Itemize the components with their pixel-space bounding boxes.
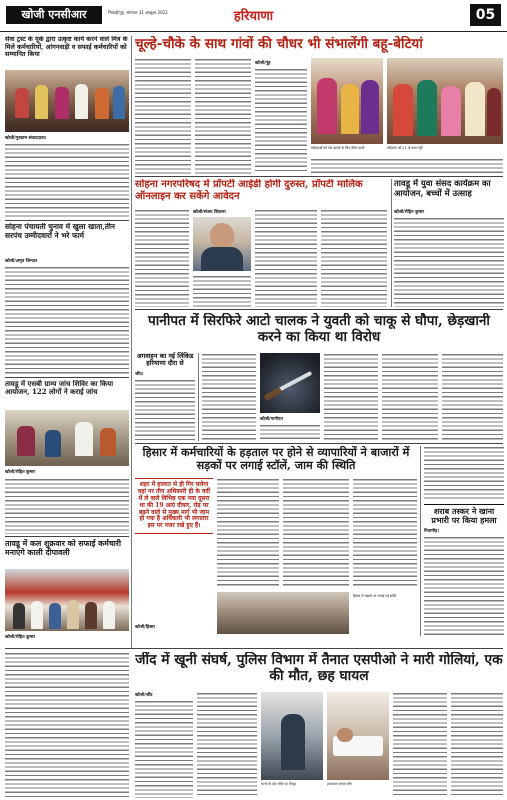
sohna-panchayat-byline: खोजी/अमृत जिन्दल [5, 259, 37, 264]
chulhe-photo-1-caption: महिलाओं को वोट डालने के लिए प्रेरित करते [311, 146, 365, 150]
sohna-property-byline: खोजी/संजय शिकारा [193, 210, 226, 215]
panipat-byline: खोजी/पानीपत [260, 417, 283, 422]
jind-body-left [5, 652, 129, 798]
dateline: भिवाड़ी/नूंह, सोमवार 31 अक्टूबर 2022 [108, 10, 168, 15]
panipat-body-col1 [202, 353, 256, 441]
sohna-property-body-col3 [255, 209, 317, 307]
chulhe-body-col5 [311, 158, 503, 174]
article-sharab [424, 504, 504, 636]
sohna-property-body-col4 [321, 209, 387, 307]
article-panipat [135, 313, 503, 441]
chulhe-body-col2 [195, 58, 251, 174]
tavdu-diwali-byline: खोजी/रोहित कुमार [5, 635, 36, 640]
panipat-body-col2 [260, 424, 320, 441]
tavdu-camp-photo [5, 410, 129, 466]
chulhe-photo-2-caption: महिलाएं जो 21 जे काम नहीं [387, 146, 423, 150]
article-tavdu-camp-headline: तावडू में एसबी ग्राम्य जांच शिविर का किया आयोजन, 122 लोगों ने कराई जांच [5, 380, 114, 397]
vidai-caption: खोजी/गुरुग्राम संवाददाता। [5, 136, 47, 141]
hisar-byline: खोजी/हिसार [135, 625, 156, 630]
divider [5, 648, 503, 649]
article-tavdu-yuva [394, 179, 504, 307]
chulhe-body-col3 [255, 68, 307, 174]
divider [5, 536, 129, 537]
page-number-box [470, 4, 501, 26]
jind-photo-2-caption: इलाजरत घायल लोग [327, 782, 353, 786]
divider [5, 220, 129, 221]
article-ahwan-headline: अगवाहन का नई लिंकिड हरियाणा दौरा से [136, 352, 194, 368]
article-tavdu-camp [5, 380, 129, 478]
article-vidai-headline: सेवा ट्रस्ट के यूके द्वारा उत्कृष्ट कार्य करने वाले मित्र के मिले कर्मचारियों, आंगनवाड़ी व सफाई कर्मचारियों को सम्मानित किया [5, 36, 128, 59]
hisar-photo-caption: हिसार में सड़कों पर लगाई गई स्टॉलें [353, 594, 397, 598]
jind-photo-1-caption: घटना के बाद मौके पर मौजूद [261, 782, 297, 786]
column-divider [198, 353, 199, 441]
sharab-body-text [424, 536, 504, 636]
hisar-body-col2 [283, 478, 349, 588]
ahwan-byline: जींद। [135, 372, 144, 377]
hisar-body-col3 [353, 478, 417, 588]
page-number: 05 [475, 7, 496, 23]
tavdu-camp-body-text [5, 478, 129, 534]
panipat-body-col3 [324, 353, 378, 441]
jind-body-col4 [451, 692, 503, 798]
article-tavdu-diwali [5, 539, 129, 645]
tavdu-camp-byline: खोजी/रोहित कुमार [5, 470, 36, 475]
section-title: हरियाणा [233, 9, 274, 24]
divider [135, 176, 503, 177]
ahwan-body-text [135, 379, 195, 441]
jind-photo-1 [261, 692, 323, 780]
jind-body-col1 [135, 700, 193, 798]
tavdu-diwali-photo [5, 569, 129, 631]
tavdu-yuva-byline: खोजी/रोहित कुमार [394, 210, 425, 215]
article-chulhe-headline: चूल्हे-चौके के साथ गांवों की चौधर भी संभालेंगी बहू-बेटियां [135, 36, 423, 52]
jind-photo-2 [327, 692, 389, 780]
article-jind-headline: जींद में खूनी संघर्ष, पुलिस विभाग में तैनात एसपीओ ने मारी गोलियां, एक की मौत, छह घायल [135, 652, 503, 685]
sohna-property-body-col2 [193, 275, 251, 307]
hisar-body-col1 [217, 478, 279, 588]
chulhe-byline: खोजी/नूंह [255, 61, 271, 66]
jind-body-col2 [197, 692, 257, 798]
sohna-property-photo [193, 217, 251, 271]
article-hisar [135, 446, 417, 636]
article-tavdu-yuva-headline: तावडू में युवा संसद कार्यक्रम का आयोजन, बच्चों में उत्साह [394, 179, 491, 198]
vidai-photo [5, 70, 129, 132]
article-vidai [5, 36, 129, 218]
sohna-property-body-col1 [135, 209, 189, 307]
column-divider [391, 179, 392, 307]
column-divider [420, 446, 421, 636]
article-sharab-headline: शराब तस्कर ने खाना प्रभारी पर किया हमला [424, 504, 504, 526]
divider [5, 377, 129, 378]
article-sohna-panchayat [5, 223, 129, 375]
hisar-side-body-text [424, 446, 504, 500]
article-panipat-headline: पानीपत में सिरफिरे आटो चालक ने युवती को चाकू से घौपा, छेड़खानी करने का किया था विरोध [148, 313, 490, 346]
paper-name: खोजी एनसीआर [21, 8, 87, 21]
jind-body-col3 [393, 692, 447, 798]
panipat-body-col4 [382, 353, 438, 441]
panipat-body-col5 [442, 353, 503, 441]
article-tavdu-diwali-headline: तावडू में कल शुक्रवार को सफाई कर्मचारी मनाएंगे काली दीपावली [5, 539, 121, 558]
article-sohna-panchayat-headline: सोहना पंचायती चुनाव में खुला खाता,तीन सरपंच उम्मीदवारों ने भरे फार्म [5, 223, 116, 240]
divider [135, 309, 503, 310]
masthead [0, 0, 507, 32]
article-sohna-property [135, 179, 389, 307]
chulhe-photo-1 [311, 58, 383, 144]
sohna-panchayat-body-text [5, 266, 129, 374]
column-divider [131, 36, 132, 648]
divider [135, 443, 503, 444]
vidai-body-text [5, 143, 129, 217]
article-hisar-headline: हिसार में कर्मचारियों के हड़ताल पर होने से व्यापारियों ने बाजारों में सड़कों पर लगाई स्टॉलें, जाम की स्थिति [142, 446, 410, 473]
article-chulhe [135, 36, 503, 174]
hisar-photo [217, 592, 349, 634]
jind-byline: खोजी/जींद [135, 693, 153, 698]
chulhe-body-col1 [135, 58, 191, 174]
sharab-byline: नियामीह। [424, 529, 440, 534]
hisar-pull-quote: शहर में हालात से ही गिर चलेगा वहां पर तीन अधिकारी ही के वर्दी में ले वाले विभिन्न एक नया दूसरा था की 19 आएं दीवार, रोड़ पर बढ़ने वाले से मुख्य मार्ग भी जाम हो गया है अधिकारी भी लगातार इस पर नजर रखे हुए हैं। [135, 478, 213, 534]
article-sohna-property-headline: सोहना नगरपरिषद में प्रॉपर्टी आईडी होगी दुरुस्त, प्रॉपर्टी मालिक ऑनलाइन कर सकेंगे आवेदन [135, 179, 363, 202]
article-jind [5, 652, 503, 798]
panipat-knife-photo [260, 353, 320, 413]
chulhe-photo-2 [387, 58, 503, 144]
tavdu-yuva-body-text [394, 217, 504, 307]
